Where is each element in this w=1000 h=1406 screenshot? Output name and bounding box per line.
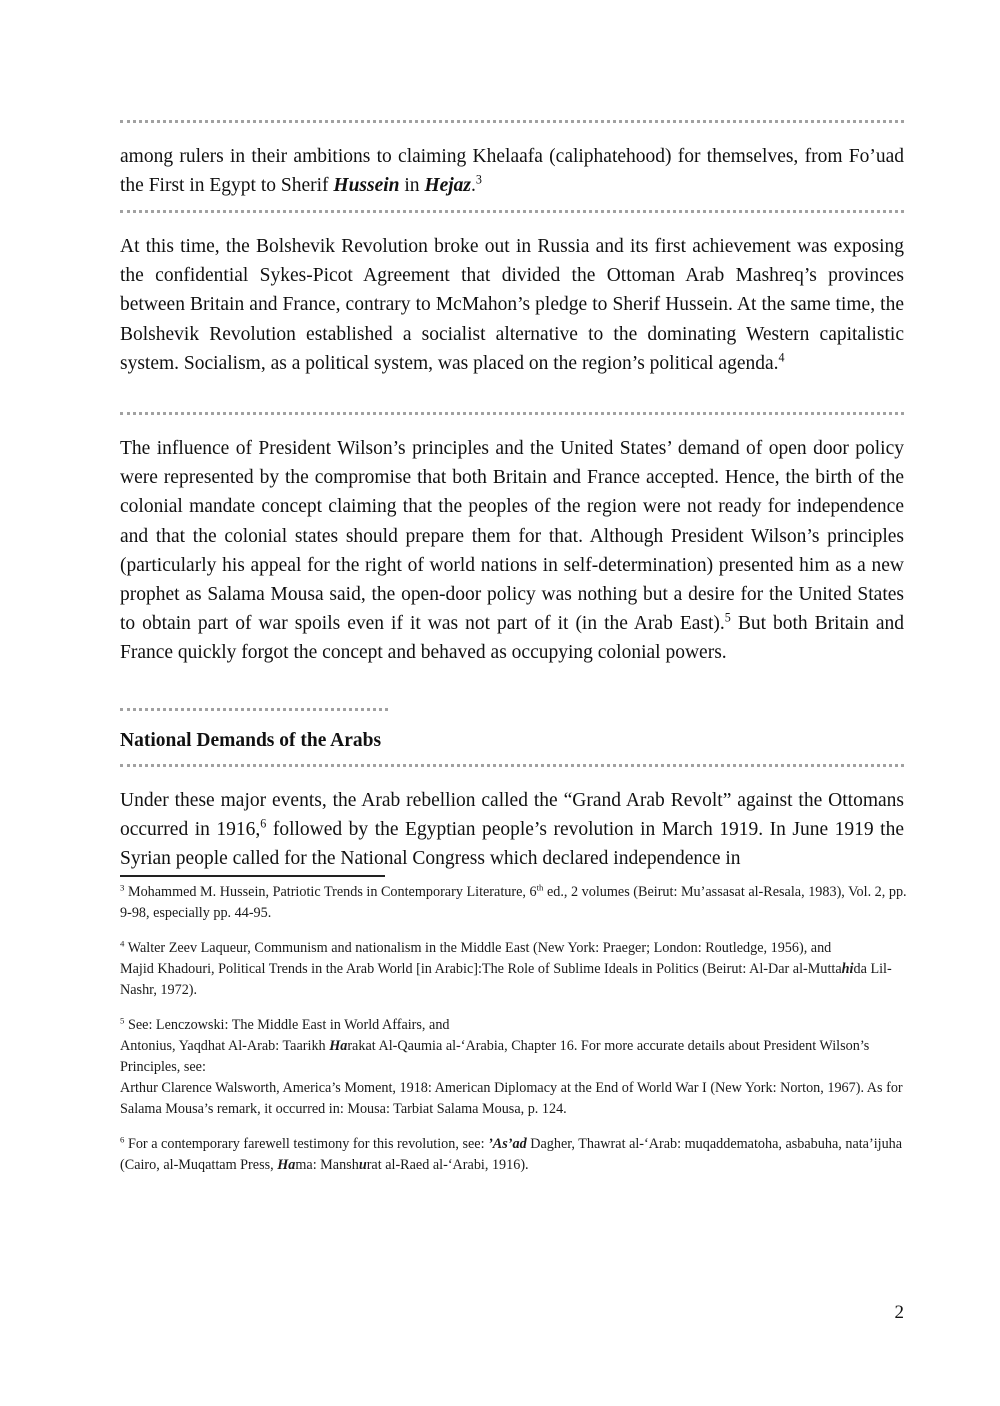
footnote-4-cont xyxy=(120,959,910,1001)
ordinal-suffix: th xyxy=(536,882,544,893)
footnote-text: Arthur Clarence Walsworth, America’s Moment, 1918: American Diplomacy at the End of World War I (New York: Norton, 1967). As for Salama Mousa’s remark, it occurred in: Mousa: Tarbiat Salama Mousa, p. 124. xyxy=(120,1080,903,1117)
footnote-emphasis: Ha xyxy=(277,1157,296,1173)
footnotes xyxy=(120,882,910,1176)
footnote-5 xyxy=(120,1015,910,1036)
footnote-text: rat al-Raed al-‘Arabi, 1916). xyxy=(366,1157,529,1173)
dotted-underline xyxy=(120,764,904,776)
paragraph-3 xyxy=(120,412,904,668)
footnote-ref-4[interactable]: 4 xyxy=(778,350,785,365)
dotted-underline xyxy=(120,210,904,222)
paragraph-1 xyxy=(120,120,904,200)
paragraph-2 xyxy=(120,210,904,378)
dotted-underline xyxy=(120,708,388,720)
page-number: 2 xyxy=(894,1302,904,1323)
footnote-text: Dagher, Thawrat al-‘Arab: muqaddematoha, asbabuha, nata’ijuha (Cairo, al-Muqattam Press, xyxy=(120,1136,903,1173)
footnote-text: ed., 2 volumes (Beirut: Mu’assasat al-Resala, 1983), Vol. 2, pp. 9-98, especially pp. 44-95. xyxy=(120,884,907,921)
footnote-text: Mohammed M. Hussein, Patriotic Trends in Contemporary Literature, 6 xyxy=(124,884,537,900)
paragraph-3-text: The influence of President Wilson’s principles and the United States’ demand of open door policy were represented by the compromise that both Britain and France accepted. Hence, the birth of the colonial mandate concept claiming that the peoples of the region were not ready for independence and that the colonial states should prepare them for that. Although President Wilson’s principles (particularly his appeal for the right of world nations in self-determination) presented him as a new prophet as Salama Mousa said, the open-door policy was nothing but a desire for the United States to obtain part of war spoils even if it was not part of it (in the Arab East). xyxy=(120,438,904,635)
paragraph-2-text: At this time, the Bolshevik Revolution broke out in Russia and its first achievement was exposing the confidential Sykes-Picot Agreement that divided the Ottoman Arab Mashreq’s provinces between Britain and France, contrary to McMahon’s pledge to Sherif Hussein. At the same time, the Bolshevik Revolution established a socialist alternative to the dominating Western capitalistic system. Socialism, as a political system, was placed on the region’s political agenda. xyxy=(120,236,904,374)
dotted-underline xyxy=(120,120,904,132)
footnote-3 xyxy=(120,882,910,924)
paragraph-3-text-b: But both Britain and France quickly forgot the concept and behaved as occupying colonial powers. xyxy=(120,613,904,664)
footnote-text: For a contemporary farewell testimony for this revolution, see: xyxy=(124,1136,489,1152)
footnote-4 xyxy=(120,938,910,959)
footnote-emphasis: hi xyxy=(841,961,854,977)
footnote-number: 6 xyxy=(120,1134,125,1145)
footnote-ref-5[interactable]: 5 xyxy=(724,610,731,625)
footnote-text: See: Lenczowski: The Middle East in World Affairs, and xyxy=(124,1017,450,1033)
footnote-ref-6[interactable]: 6 xyxy=(260,816,267,831)
paragraph-4 xyxy=(120,764,904,874)
footnote-number: 3 xyxy=(120,882,125,893)
footnote-text: Antonius, Yaqdhat Al-Arab: Taarikh xyxy=(120,1038,330,1054)
footnote-text: rakat Al-Qaumia al-‘Arabia, Chapter 16. For more accurate details about President Wilson’s Principles, see: xyxy=(120,1038,870,1075)
footnote-text: Majid Khadouri, Political Trends in the Arab World [in Arabic]:The Role of Sublime Ideals in Politics (Beirut: Al-Dar al-Mutta xyxy=(120,961,842,977)
paragraph-4-text: Under these major events, the Arab rebellion called the “Grand Arab Revolt” against the Ottomans occurred in 1916, xyxy=(120,790,904,841)
footnote-ref-3[interactable]: 3 xyxy=(475,172,482,187)
paragraph-4-text-b: followed by the Egyptian people’s revolution in March 1919. In June 1919 the Syrian people called for the National Congress which declared independence in xyxy=(120,819,904,870)
section-heading: National Demands of the Arabs xyxy=(120,730,382,751)
footnote-number: 5 xyxy=(120,1015,125,1026)
section-heading-block xyxy=(120,708,388,752)
footnote-emphasis: Ha xyxy=(329,1038,348,1054)
footnote-5-cont xyxy=(120,1036,910,1078)
footnote-text: ma: Mansh xyxy=(295,1157,359,1173)
emphasis-hussein: Hussein xyxy=(333,175,400,197)
footnote-emphasis: u xyxy=(358,1157,367,1173)
paragraph-1-text: among rulers in their ambitions to claiming Khelaafa (caliphatehood) for themselves, from Fo’uad the First in Egypt to Sherif xyxy=(120,146,904,197)
footnote-number: 4 xyxy=(120,938,125,949)
footnote-emphasis: ’As’ad xyxy=(488,1136,527,1152)
paragraph-1-text-b: in xyxy=(399,175,425,197)
emphasis-hejaz: Hejaz xyxy=(424,175,472,197)
footnote-text: Walter Zeev Laqueur, Communism and nationalism in the Middle East (New York: Praeger; London: Routledge, 1956), and xyxy=(124,940,832,956)
paragraph-1-text-c: . xyxy=(471,175,476,197)
dotted-underline xyxy=(120,412,904,424)
footnote-5-cont2 xyxy=(120,1078,910,1120)
footnote-text: da Lil-Nashr, 1972). xyxy=(120,961,892,998)
footnote-6 xyxy=(120,1134,910,1176)
footnote-separator xyxy=(120,875,385,877)
